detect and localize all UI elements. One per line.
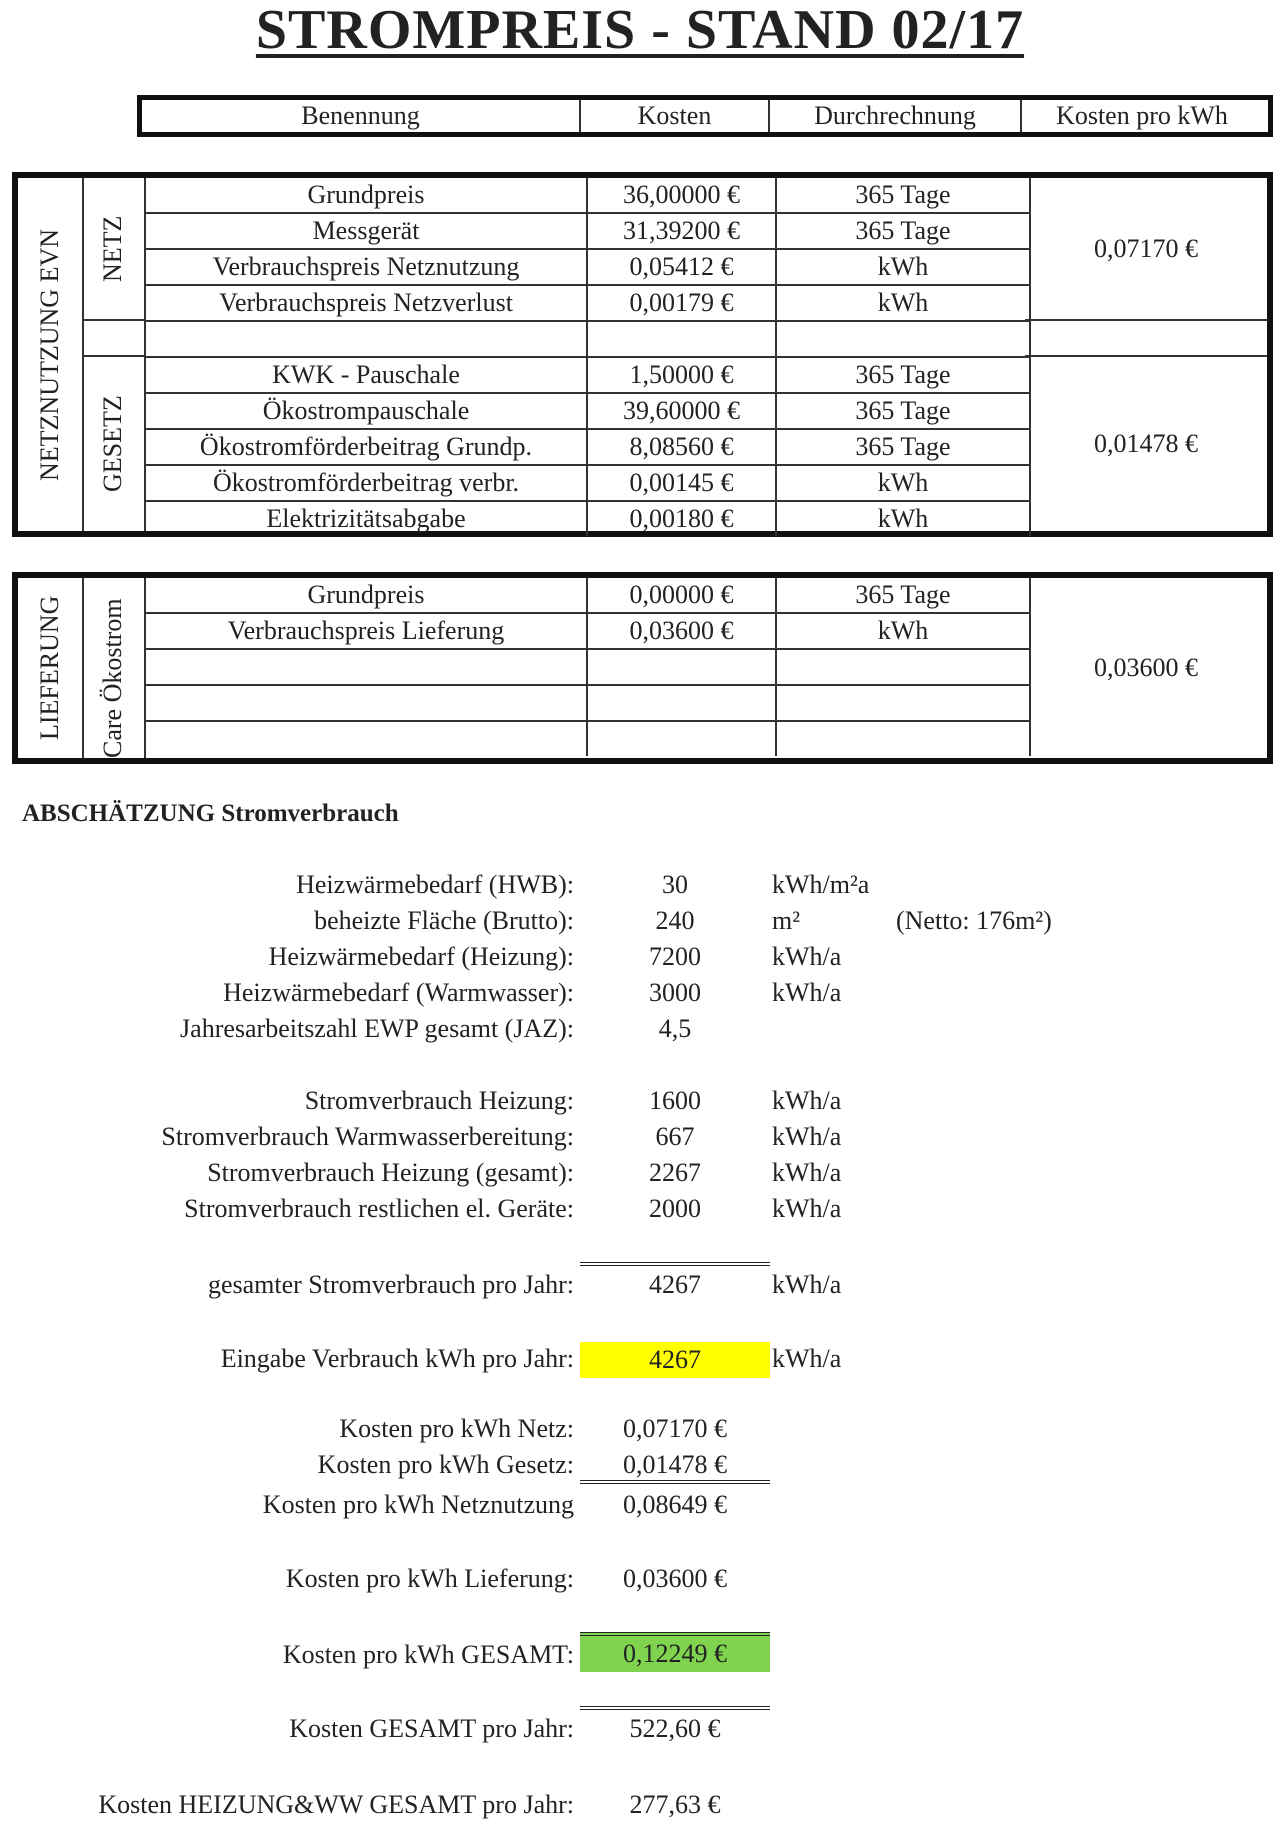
- row-cost: 31,39200 €: [587, 213, 776, 249]
- row-period: kWh: [776, 249, 1030, 285]
- row-unit: kWh/a: [772, 942, 842, 971]
- table-row: [146, 249, 1030, 285]
- row-value: 7200: [649, 942, 701, 971]
- estimate-row-total: [0, 1262, 1280, 1302]
- row-cost: 0,00179 €: [587, 285, 776, 321]
- row-name: Ökostrompauschale: [146, 393, 587, 429]
- table-row: [146, 721, 1030, 756]
- estimate-row-sv-ww: [0, 1122, 1280, 1156]
- table-row: [146, 613, 1030, 649]
- table-row: [146, 429, 1030, 465]
- row-label: Eingabe Verbrauch kWh pro Jahr:: [220, 1344, 574, 1373]
- row-label: Stromverbrauch Warmwasserbereitung:: [161, 1122, 574, 1151]
- header-durchrechnung: Durchrechnung: [769, 100, 1021, 132]
- row-name: Grundpreis: [146, 578, 587, 613]
- row-label: Stromverbrauch Heizung:: [304, 1086, 574, 1115]
- row-period: 365 Tage: [776, 393, 1030, 429]
- row-value: 3000: [649, 978, 701, 1007]
- row-label: gesamter Stromverbrauch pro Jahr:: [207, 1270, 574, 1299]
- row-period: 365 Tage: [776, 429, 1030, 465]
- gesetz-label-cell: [82, 357, 146, 531]
- row-unit: m²: [772, 906, 801, 935]
- row-period: 365 Tage: [776, 213, 1030, 249]
- row-label: Jahresarbeitszahl EWP gesamt (JAZ):: [180, 1014, 574, 1043]
- row-label: Kosten GESAMT pro Jahr:: [289, 1714, 574, 1743]
- row-label: Stromverbrauch Heizung (gesamt):: [207, 1158, 574, 1187]
- row-cost: 36,00000 €: [587, 178, 776, 213]
- estimate-row-cost-netz: [0, 1414, 1280, 1448]
- row-label: Kosten pro kWh Netz:: [339, 1414, 574, 1443]
- table-header: [137, 95, 1273, 137]
- row-name: Elektrizitätsabgabe: [146, 501, 587, 536]
- row-period: kWh: [776, 285, 1030, 321]
- row-unit: kWh/a: [772, 1270, 842, 1299]
- estimate-row-sv-other: [0, 1194, 1280, 1228]
- estimate-row-cost-netznutzung: [0, 1490, 1280, 1524]
- spacer-cell: [1025, 321, 1267, 357]
- table-row: [146, 649, 1030, 685]
- total-cost-per-kwh: 0,12249 €: [580, 1632, 770, 1672]
- row-name: Verbrauchspreis Netznutzung: [146, 249, 587, 285]
- row-cost: 39,60000 €: [587, 393, 776, 429]
- row-name: Ökostromförderbeitrag verbr.: [146, 465, 587, 501]
- lieferung-label-cell: [18, 578, 84, 758]
- row-period: kWh: [776, 465, 1030, 501]
- row-cost: 0,03600 €: [587, 613, 776, 649]
- estimate-row-jaz: [0, 1014, 1280, 1048]
- row-name: Messgerät: [146, 213, 587, 249]
- row-value: 667: [655, 1122, 695, 1151]
- estimate-row-hwb: [0, 870, 1280, 904]
- row-name: Ökostromförderbeitrag Grundp.: [146, 429, 587, 465]
- gesetz-per-kwh: 0,01478 €: [1094, 429, 1198, 458]
- row-unit: kWh/a: [772, 1344, 842, 1373]
- row-value: 4,5: [658, 1014, 692, 1043]
- evn-group-label: NETZNUTZUNG EVN: [35, 228, 64, 481]
- row-unit: kWh/a: [772, 1086, 842, 1115]
- page-title: STROMPREIS - STAND 02/17: [255, 0, 1025, 61]
- row-value: 4267: [580, 1262, 770, 1306]
- row-label: Heizwärmebedarf (Heizung):: [268, 942, 574, 971]
- table-row: [146, 357, 1030, 393]
- estimate-row-cost-heat-year: [0, 1790, 1280, 1824]
- row-unit: kWh/a: [772, 1158, 842, 1187]
- table-row: [146, 578, 1030, 613]
- estimate-row-area: [0, 906, 1280, 940]
- estimate-row-ww: [0, 978, 1280, 1012]
- row-label: Kosten pro kWh Netznutzung: [262, 1490, 574, 1519]
- estimate-row-cost-gesetz: [0, 1450, 1280, 1484]
- row-cost: 1,50000 €: [587, 357, 776, 393]
- row-unit: kWh/a: [772, 978, 842, 1007]
- row-label: Kosten HEIZUNG&WW GESAMT pro Jahr:: [98, 1790, 574, 1819]
- header-kosten: Kosten: [580, 100, 769, 132]
- estimate-row-cost-year: [0, 1706, 1280, 1750]
- lieferung-block: [12, 572, 1273, 764]
- row-label: Stromverbrauch restlichen el. Geräte:: [184, 1194, 574, 1223]
- care-label-cell: [82, 578, 146, 758]
- estimate-row-sv-total-heat: [0, 1158, 1280, 1192]
- row-period: 365 Tage: [776, 357, 1030, 393]
- estimate-row-input: [0, 1342, 1280, 1380]
- row-name: Verbrauchspreis Lieferung: [146, 613, 587, 649]
- lieferung-per-kwh: 0,03600 €: [1094, 653, 1198, 682]
- row-value: 0,08649 €: [623, 1490, 727, 1519]
- row-period: 365 Tage: [776, 178, 1030, 213]
- row-label: Kosten pro kWh Gesetz:: [317, 1450, 574, 1479]
- row-cost: 0,00180 €: [587, 501, 776, 536]
- estimate-row-sv-heat: [0, 1086, 1280, 1120]
- row-period: kWh: [776, 613, 1030, 649]
- table-row: [146, 685, 1030, 721]
- estimate-row-cost-lieferung: [0, 1564, 1280, 1598]
- row-period: 365 Tage: [776, 578, 1030, 613]
- row-label: Heizwärmebedarf (Warmwasser):: [223, 978, 574, 1007]
- row-unit: kWh/m²a: [772, 870, 870, 899]
- row-label: Kosten pro kWh Lieferung:: [285, 1564, 574, 1593]
- row-value: 0,07170 €: [623, 1414, 727, 1443]
- row-value: 1600: [649, 1086, 701, 1115]
- row-cost: 0,00145 €: [587, 465, 776, 501]
- estimate-row-cost-total-kwh: [0, 1632, 1280, 1676]
- row-value: 30: [662, 870, 688, 899]
- consumption-input[interactable]: 4267: [580, 1342, 770, 1378]
- row-note: (Netto: 176m²): [896, 906, 1052, 935]
- row-period: kWh: [776, 501, 1030, 536]
- spacer-label-cell: [82, 321, 146, 357]
- estimate-row-heat: [0, 942, 1280, 976]
- row-name: KWK - Pauschale: [146, 357, 587, 393]
- netz-per-kwh: 0,07170 €: [1025, 178, 1267, 321]
- row-cost: 8,08560 €: [587, 429, 776, 465]
- gesetz-label: GESETZ: [98, 395, 127, 493]
- evn-block: [12, 172, 1273, 537]
- care-label: Care Ökostrom: [98, 598, 127, 758]
- netz-label: NETZ: [98, 215, 127, 282]
- evn-group-label-cell: [18, 178, 84, 531]
- row-name: Verbrauchspreis Netzverlust: [146, 285, 587, 321]
- row-value: 0,01478 €: [580, 1450, 770, 1484]
- row-name: Grundpreis: [146, 178, 587, 213]
- row-label: Kosten pro kWh GESAMT:: [282, 1640, 574, 1669]
- table-row: [146, 321, 1030, 357]
- table-row: [146, 213, 1030, 249]
- row-unit: kWh/a: [772, 1194, 842, 1223]
- table-row: [146, 393, 1030, 429]
- estimate-title: ABSCHÄTZUNG Stromverbrauch: [22, 800, 399, 827]
- lieferung-label: LIEFERUNG: [35, 595, 64, 741]
- row-value: 2267: [649, 1158, 701, 1187]
- row-cost: 0,05412 €: [587, 249, 776, 285]
- netz-label-cell: [82, 178, 146, 321]
- row-value: 0,03600 €: [623, 1564, 727, 1593]
- row-unit: kWh/a: [772, 1122, 842, 1151]
- header-benennung: Benennung: [142, 100, 580, 132]
- header-kosten-pro-kwh: Kosten pro kWh: [1056, 101, 1228, 130]
- table-row: [146, 465, 1030, 501]
- lieferung-table: [146, 578, 1031, 756]
- row-value: 240: [655, 906, 695, 935]
- table-row: [146, 501, 1030, 536]
- row-value: 522,60 €: [580, 1706, 770, 1750]
- table-row: [146, 178, 1030, 213]
- row-value: 2000: [649, 1194, 701, 1223]
- netz-table: [146, 178, 1031, 536]
- row-cost: 0,00000 €: [587, 578, 776, 613]
- row-label: Heizwärmebedarf (HWB):: [296, 870, 574, 899]
- row-value: 277,63 €: [629, 1790, 721, 1819]
- row-label: beheizte Fläche (Brutto):: [314, 906, 574, 935]
- table-row: [146, 285, 1030, 321]
